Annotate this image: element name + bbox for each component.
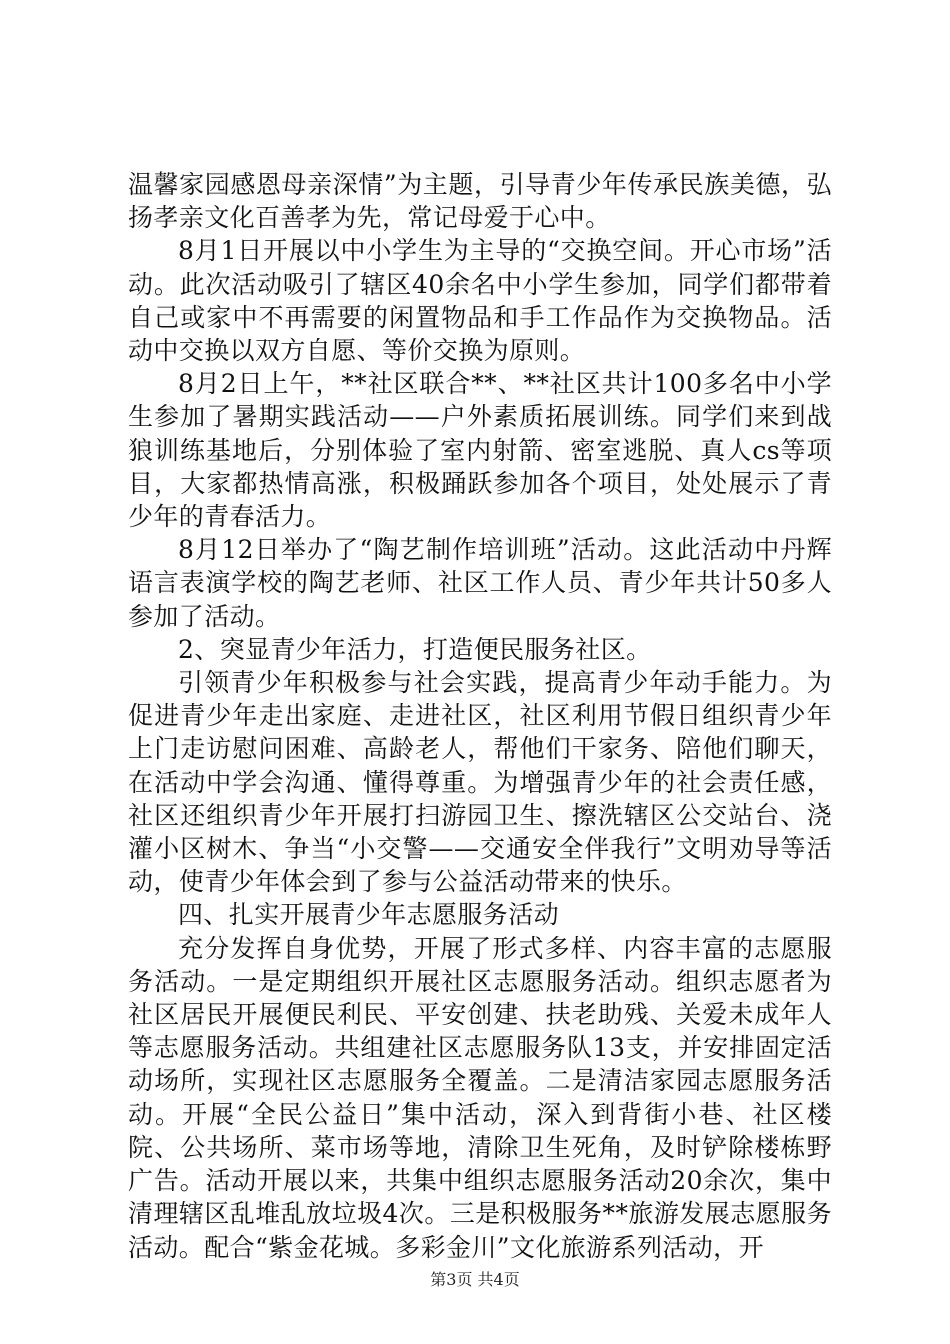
paragraph-volunteer-service: 充分发挥自身优势，开展了形式多样、内容丰富的志愿服务活动。一是定期组织开展社区志愿服务活动。组织志愿者为社区居民开展便民利民、平安创建、扶老助残、关爱未成年人等志愿服务活动。共组建社区志愿服务队13支，并安排固定活动场所，实现社区志愿服务全覆盖。二是清洁家园志愿服务活动。开展“全民公益日”集中活动，深入到背街小巷、社区楼院、公共场所、菜市场等地，清除卫生死角，及时铲除楼栋野广告。活动开展以来，共集中组织志愿服务活动20余次，集中清理辖区乱堆乱放垃圾4次。三是积极服务**旅游发展志愿服务活动。配合“紫金花城。多彩金川”文化旅游系列活动，开 <box>128 933 832 1262</box>
paragraph-exchange-market: 8月1日开展以中小学生为主导的“交换空间。开心市场”活动。此次活动吸引了辖区40余名中小学生参加，同学们都带着自己或家中不再需要的闲置物品和手工作品作为交换物品。活动中交换以双方自愿、等价交换为原则。 <box>128 236 832 366</box>
paragraph-continuation: 温馨家园感恩母亲深情”为主题，引导青少年传承民族美德，弘扬孝亲文化百善孝为先，常记母爱于心中。 <box>128 170 832 233</box>
paragraph-social-practice: 引领青少年积极参与社会实践，提高青少年动手能力。为促进青少年走出家庭、走进社区，社区利用节假日组织青少年上门走访慰问困难、高龄老人，帮他们干家务、陪他们聊天，在活动中学会沟通、懂得尊重。为增强青少年的社会责任感，社区还组织青少年开展打扫游园卫生、擦洗辖区公交站台、浇灌小区树木、争当“小交警——交通安全伴我行”文明劝导等活动，使青少年体会到了参与公益活动带来的快乐。 <box>128 668 832 897</box>
paragraph-outdoor-training: 8月2日上午，**社区联合**、**社区共计100多名中小学生参加了暑期实践活动——户外素质拓展训练。同学们来到战狼训练基地后，分别体验了室内射箭、密室逃脱、真人cs等项目，大家都热情高涨，积极踊跃参加各个项目，处处展示了青少年的青春活力。 <box>128 369 832 532</box>
section-heading-2: 2、突显青少年活力，打造便民服务社区。 <box>178 634 652 664</box>
section-heading-4: 四、扎实开展青少年志愿服务活动 <box>178 900 560 930</box>
paragraph-pottery-class: 8月12日举办了“陶艺制作培训班”活动。这此活动中丹辉语言表演学校的陶艺老师、社区工作人员、青少年共计50多人参加了活动。 <box>128 535 832 631</box>
document-body <box>128 168 832 1264</box>
page-number-footer: 第3页 共4页 <box>430 1270 520 1289</box>
